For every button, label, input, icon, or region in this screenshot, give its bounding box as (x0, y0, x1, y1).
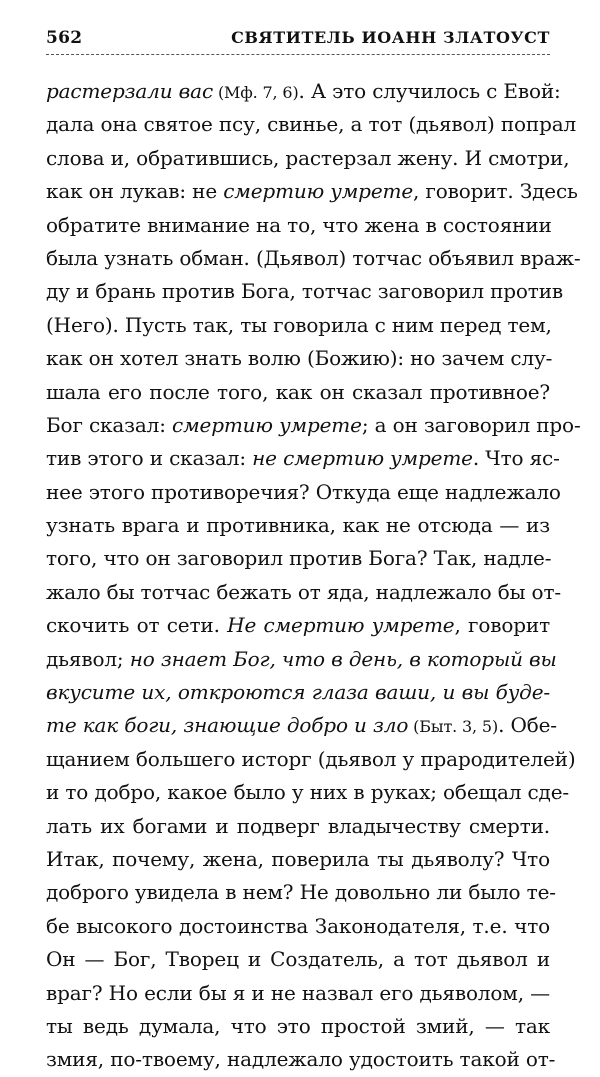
text-segment: доброго увидела в нем? Не довольно ли было те- (46, 880, 556, 905)
text-segment: и то добро, какое было у них в руках; обещал сде- (46, 780, 569, 805)
text-line (46, 876, 556, 909)
text-segment: бе высокого достоинства Законодателя, т.е. что (46, 913, 550, 938)
text-line (46, 576, 561, 609)
text-line (46, 108, 577, 141)
italic-quote: смертию умрете (172, 412, 362, 437)
text-segment: узнать врага и противника, как не отсюда — из (46, 513, 550, 538)
text-segment: как он хотел знать волю (Божию): но зачем слу- (46, 346, 553, 371)
text-line (46, 977, 550, 1010)
text-line (46, 609, 550, 642)
text-segment: ду и брань против Бога, тотчас заговорил против (46, 279, 564, 304)
text-line (46, 175, 578, 208)
text-segment: щанием большего исторг (дьявол у прародителей) (46, 746, 576, 771)
text-line (46, 743, 576, 776)
text-segment: Итак, почему, жена, поверила ты дьяволу? Что (46, 846, 550, 871)
text-segment: змия, по-твоему, надлежало удостоить такой от- (46, 1047, 556, 1072)
text-line (46, 1043, 556, 1076)
italic-quote: растерзали вас (46, 79, 214, 103)
text-segment: ты ведь думала, что это простой змий, — так (46, 1013, 550, 1038)
text-line (46, 275, 564, 308)
text-line (46, 442, 560, 475)
text-line (46, 309, 550, 342)
text-segment: . Что яс- (472, 446, 560, 471)
text-segment: жало бы тотчас бежать от яда, надлежало бы от- (46, 579, 561, 604)
text-segment: дала она святое псу, свинье, а тот (дьявол) попрал (46, 112, 577, 137)
text-segment: , говорит (454, 613, 550, 638)
italic-quote: смертию умрете (223, 179, 414, 204)
text-line (46, 242, 581, 275)
italic-quote: те как боги, знающие добро и зло (46, 713, 409, 738)
text-line (46, 643, 557, 676)
scripture-reference: (Мф. 7, 6) (213, 83, 299, 102)
text-line (46, 509, 550, 542)
text-segment: лать их богами и подверг владычеству смерти. (46, 813, 550, 838)
text-segment: обратите внимание на то, что жена в состоянии (46, 212, 552, 237)
text-segment: как он лукав: не (46, 179, 224, 204)
text-segment: шала его после того, как он сказал противное? (46, 379, 550, 404)
running-title: СВЯТИТЕЛЬ ИОАНН ЗЛАТОУСТ (231, 28, 550, 47)
italic-quote: не смертию умрете (252, 446, 473, 471)
page-number: 562 (46, 28, 83, 48)
text-line (46, 943, 550, 976)
text-line (46, 1010, 550, 1043)
text-line (46, 209, 550, 242)
text-line (46, 142, 570, 175)
text-segment: , говорит. Здесь (413, 179, 578, 204)
text-segment: скочить от сети. (46, 613, 228, 638)
text-segment: . Обе- (498, 713, 557, 738)
text-segment: нее этого противоречия? Откуда еще надлежало (46, 479, 561, 504)
text-line (46, 342, 553, 375)
scripture-reference: (Быт. 3, 5) (408, 717, 499, 737)
text-segment: ; а он заговорил про- (361, 412, 581, 437)
text-segment: Он — Бог, Творец и Создатель, а тот дьявол и (46, 947, 550, 972)
book-page (46, 28, 581, 1077)
body-text (46, 75, 581, 1077)
text-line (46, 910, 550, 943)
text-line (46, 376, 550, 409)
italic-quote: вкусите их, откроются глаза ваши, и вы буде- (46, 680, 550, 705)
text-line (46, 542, 550, 575)
text-line (46, 810, 550, 843)
text-line (46, 709, 557, 742)
text-line (46, 776, 569, 809)
text-segment: . А это случилось с Евой: (298, 79, 561, 103)
text-segment: дьявол; (46, 646, 130, 671)
text-segment: была узнать обман. (Дьявол) тотчас объявил враж- (46, 245, 581, 270)
text-line (46, 75, 561, 108)
text-line (46, 476, 561, 509)
text-segment: тив этого и сказал: (46, 446, 253, 471)
text-line (46, 409, 581, 442)
text-segment: того, что он заговорил против Бога? Так, надле- (46, 546, 552, 571)
text-segment: (Него). Пусть так, ты говорила с ним перед тем, (46, 312, 552, 337)
italic-quote: Не смертию умрете (227, 613, 455, 638)
text-segment: враг? Но если бы я и не назвал его дьяволом, — (46, 980, 550, 1005)
text-line (46, 843, 550, 876)
text-line (46, 676, 550, 709)
running-header (46, 28, 550, 55)
text-segment: слова и, обратившись, растерзал жену. И смотри, (46, 145, 570, 170)
italic-quote: но знает Бог, что в день, в который вы (129, 646, 557, 671)
text-segment: Бог сказал: (46, 412, 173, 437)
